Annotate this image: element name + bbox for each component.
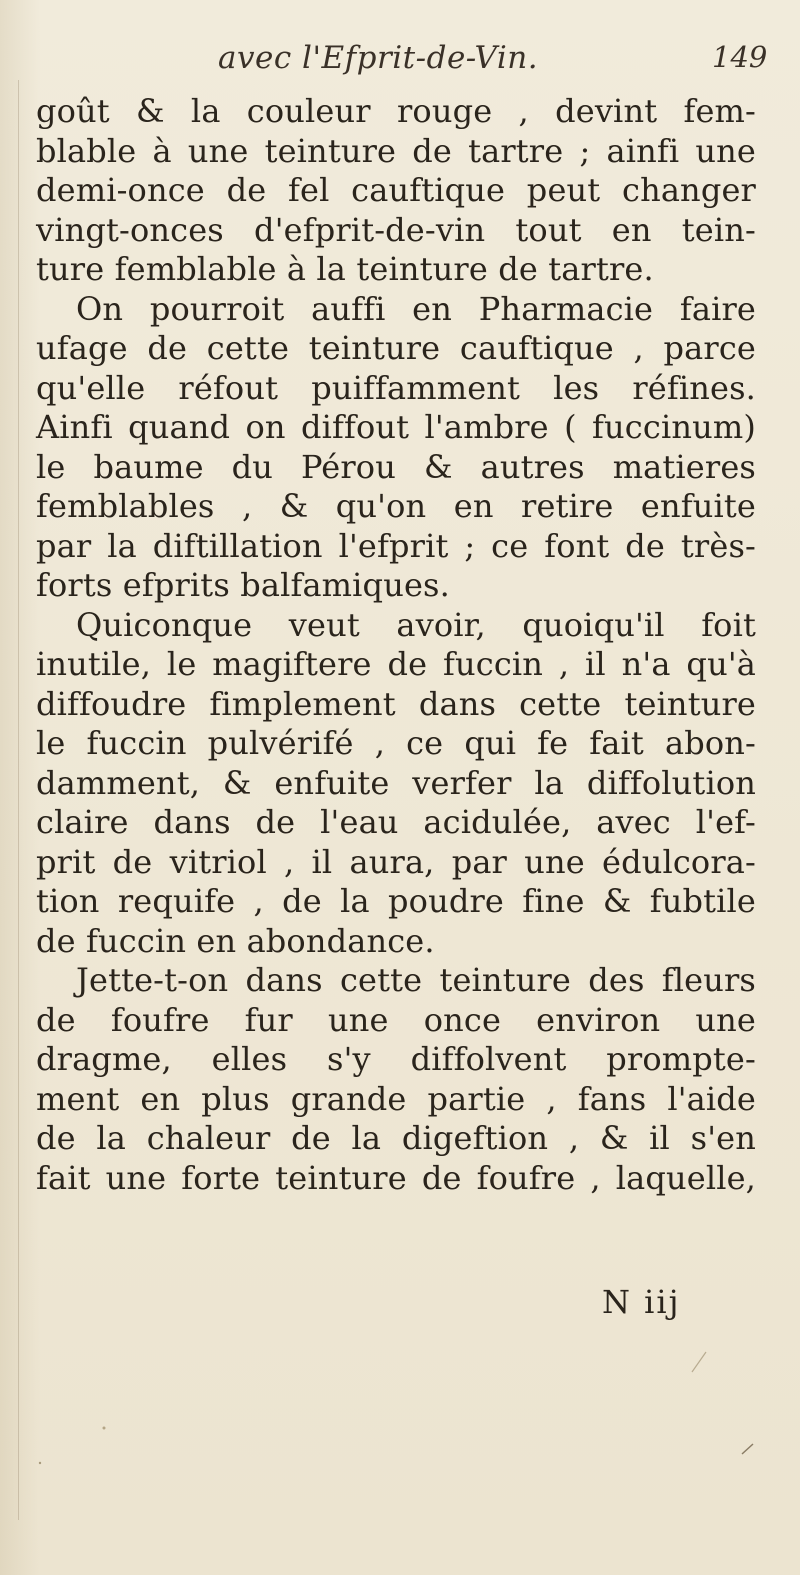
text-line: On pourroit auffi en Pharmacie faire: [76, 289, 756, 328]
text-line: ture femblable à la teinture de tartre.: [36, 250, 654, 288]
page-header: [0, 40, 800, 90]
text-line: ufage de cette teinture cauftique , parce: [36, 329, 756, 367]
text-line: le baume du Pérou & autres matieres: [36, 447, 756, 486]
text-line: claire dans de l'eau acidulée, avec l'ef-: [36, 803, 756, 841]
text-line: par la diftillation l'efprit ; ce font de très-: [36, 526, 756, 565]
signature-mark: N iij: [602, 1283, 681, 1321]
gutter-shadow: [18, 80, 19, 1520]
text-line: blable à une teinture de tartre ; ainfi une: [36, 131, 756, 170]
text-line: prit de vitriol , il aura, par une édulcora-: [36, 842, 756, 881]
text-line: goût & la couleur rouge , devint fem-: [36, 92, 756, 130]
text-line: diffoudre fimplement dans cette teinture: [36, 684, 756, 723]
body-text: [36, 92, 756, 1198]
text-line: damment, & enfuite verfer la diffolution: [36, 763, 756, 802]
text-line: demi-once de fel cauftique peut changer: [36, 171, 756, 209]
text-line: Jette-t-on dans cette teinture des fleurs: [76, 961, 756, 999]
text-line: Ainfi quand on diffout l'ambre ( fuccinum): [36, 408, 756, 446]
running-head: avec l'Efprit-de-Vin.: [218, 40, 539, 76]
text-line: Quiconque veut avoir, quoiqu'il foit: [76, 605, 756, 644]
page-number: 149: [712, 40, 768, 74]
text-line: femblables , & qu'on en retire enfuite: [36, 487, 756, 525]
text-line: ment en plus grande partie , fans l'aide: [36, 1079, 756, 1118]
text-line: fait une forte teinture de foufre , laquelle,: [36, 1158, 756, 1197]
text-line: dragme, elles s'y diffolvent prompte-: [36, 1040, 756, 1078]
text-line: qu'elle réfout puiffamment les réfines.: [36, 368, 756, 407]
text-line: vingt-onces d'efprit-de-vin tout en tein-: [36, 210, 756, 249]
text-line: de fuccin en abondance.: [36, 921, 435, 960]
text-line: tion requife , de la poudre fine & fubtile: [36, 882, 756, 920]
text-line: le fuccin pulvérifé , ce qui fe fait abon-: [36, 724, 756, 762]
text-line: de la chaleur de la digeftion , & il s'en: [36, 1119, 756, 1157]
text-line: inutile, le magiftere de fuccin , il n'a qu'à: [36, 645, 756, 683]
text-line: forts efprits balfamiques.: [36, 566, 450, 604]
text-line: de foufre fur une once environ une: [36, 1000, 756, 1039]
